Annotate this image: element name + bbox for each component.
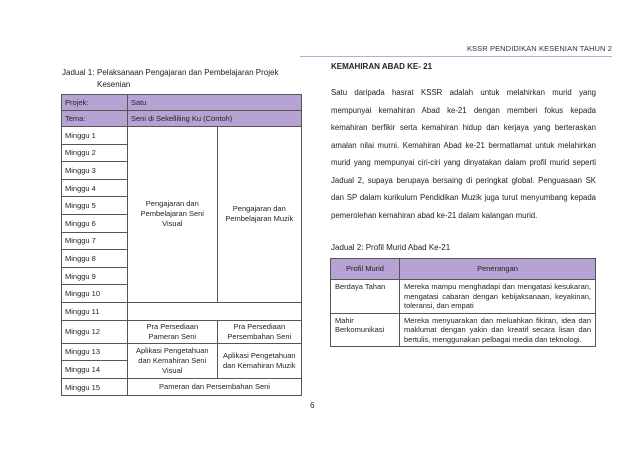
page-header: KSSR PENDIDIKAN KESENIAN TAHUN 2	[300, 44, 612, 57]
page-number: 6	[310, 401, 315, 410]
pra-seni-cell: Pra Persediaan Pameran Seni	[128, 320, 218, 343]
week-cell: Minggu 15	[62, 378, 128, 396]
week-cell: Minggu 13	[62, 343, 128, 361]
week-cell: Minggu 8	[62, 250, 128, 268]
table1-caption-label: Jadual 1:	[62, 68, 95, 77]
week-cell: Minggu 6	[62, 214, 128, 232]
week-cell: Minggu 1	[62, 127, 128, 145]
tema-label: Tema:	[62, 111, 128, 127]
profile-col-header: Profil Murid	[331, 259, 400, 280]
week-cell: Minggu 3	[62, 162, 128, 180]
profile-table	[330, 258, 596, 347]
week-cell: Minggu 12	[62, 320, 128, 343]
section-title: KEMAHIRAN ABAD KE- 21	[331, 62, 433, 71]
week-cell: Minggu 4	[62, 179, 128, 197]
pengajaran-muzik-cell: Pengajaran dan Pembelajaran Muzik	[217, 127, 301, 303]
description-cell: Mereka menyuarakan dan meluahkan fikiran, idea dan maklumat dengan yakin dan kreatif secara lisan dan bertulis, menggunakan pelbagai media dan teknologi.	[400, 313, 596, 347]
projek-label: Projek:	[62, 95, 128, 111]
pengajaran-seni-cell: Pengajaran dan Pembelajaran Seni Visual	[128, 127, 218, 303]
week-cell: Minggu 5	[62, 197, 128, 215]
pra-muzik-cell: Pra Persediaan Persembahan Seni	[217, 320, 301, 343]
week-cell: Minggu 14	[62, 361, 128, 379]
description-cell: Mereka mampu menghadapi dan mengatasi kesukaran, mengatasi cabaran dengan kebijaksanaan, keyakinan, toleransi, dan empati	[400, 280, 596, 314]
profile-cell: Mahir Berkomunikasi	[331, 313, 400, 347]
week-cell: Minggu 9	[62, 267, 128, 285]
week-cell: Minggu 11	[62, 302, 128, 320]
table1-caption	[62, 67, 302, 91]
aplikasi-muzik-cell: Aplikasi Pengetahuan dan Kemahiran Muzik	[217, 343, 301, 378]
week-cell: Minggu 7	[62, 232, 128, 250]
week-cell: Minggu 10	[62, 285, 128, 303]
projek-value: Satu	[128, 95, 302, 111]
empty-cell	[128, 302, 302, 320]
aplikasi-seni-cell: Aplikasi Pengetahuan dan Kemahiran Seni Visual	[128, 343, 218, 378]
description-col-header: Penerangan	[400, 259, 596, 280]
table2-caption: Jadual 2: Profil Murid Abad Ke-21	[331, 243, 451, 252]
profile-cell: Berdaya Tahan	[331, 280, 400, 314]
week-cell: Minggu 2	[62, 144, 128, 162]
table1-caption-text: Pelaksanaan Pengajaran dan Pembelajaran Projek Kesenian	[97, 68, 279, 89]
pameran-cell: Pameran dan Persembahan Seni	[128, 378, 302, 396]
tema-value: Seni di Sekelliling Ku (Contoh)	[128, 111, 302, 127]
project-schedule-table	[61, 94, 302, 396]
section-paragraph: Satu daripada hasrat KSSR adalah untuk melahirkan murid yang mempunyai kemahiran Abad ke-21 dengan memberi fokus kepada kemahiran berfikir serta kemahiran hidup dan kerjaya yang berteraskan amalan nilai murni. Kemahiran Abad ke-21 bermatlamat untuk melahirkan murid yang mempunyai ciri-ciri yang dinyatakan dalam profil murid seperti Jadual 2, supaya berupaya bersaing di peringkat global. Penguasaan SK dan SP dalam kurikulum Pendidikan Muzik juga turut menyumbang kepada pemerolehan kemahiran abad ke-21 dalam kalangan murid.	[331, 88, 596, 220]
